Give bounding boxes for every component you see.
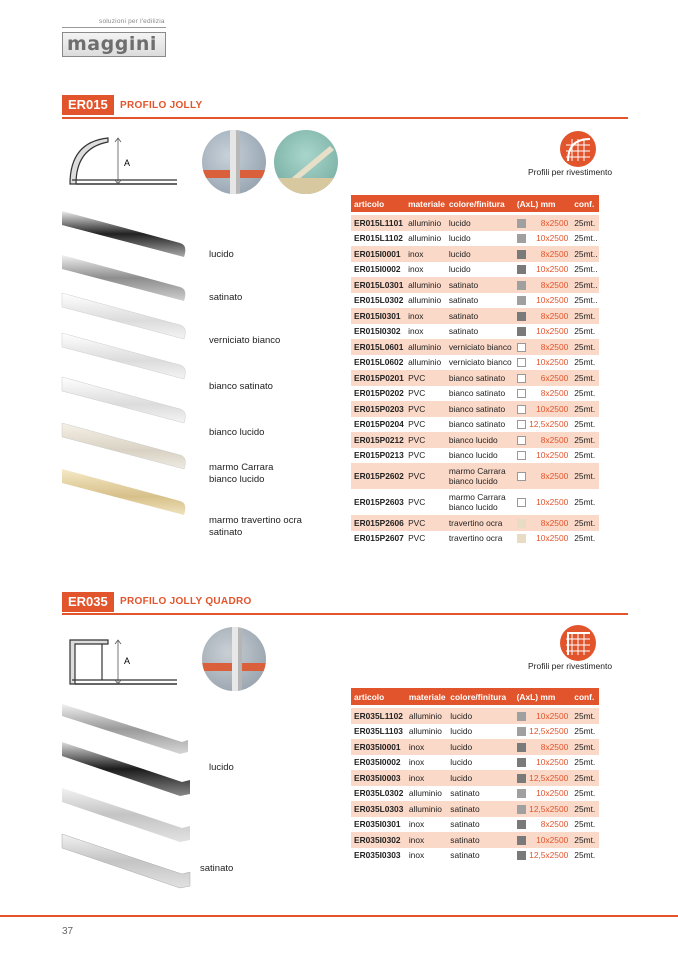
section-code: ER035 <box>62 592 114 612</box>
color-swatch <box>514 215 526 231</box>
badge-label: Profili per rivestimento <box>528 661 613 671</box>
brand-tagline: soluzioni per l'edilizia <box>99 18 165 25</box>
color-swatch <box>514 489 526 515</box>
swatch-cream-icon <box>517 519 526 528</box>
package-cell: 25mt. <box>571 515 599 531</box>
color-swatch <box>514 708 527 724</box>
package-cell: 25mt. <box>574 450 596 461</box>
color-swatch <box>514 231 526 247</box>
dimension-cell: 10x2500 <box>536 295 569 306</box>
finish-cell: satinato <box>446 308 514 324</box>
material-cell: alluminio <box>405 339 446 355</box>
swatch-white-icon <box>517 343 526 352</box>
table-row <box>351 417 599 433</box>
color-swatch <box>514 432 526 448</box>
dimension-cell: 6x2500 <box>526 370 571 386</box>
article-code: ER015L0302 <box>354 295 404 306</box>
column-header: conf. <box>571 688 599 705</box>
table-row <box>351 401 599 417</box>
article-code: ER015L0301 <box>351 277 405 293</box>
material-cell: PVC <box>405 515 446 531</box>
package-cell: 25mt. <box>574 819 596 830</box>
table-row <box>351 832 599 848</box>
finish-cell: satinato <box>447 832 513 848</box>
table-row <box>351 432 599 448</box>
column-header: colore/finitura <box>446 195 514 212</box>
finish-label: bianco lucido <box>209 427 265 438</box>
dimension-cell: 10x2500 <box>526 708 571 724</box>
article-code: ER035I0001 <box>351 739 406 755</box>
finish-label: marmo Carrara bianco lucido <box>209 462 274 485</box>
swatch-white-icon <box>517 498 526 507</box>
color-swatch <box>514 832 527 848</box>
material-cell: inox <box>405 308 446 324</box>
color-swatch <box>514 724 527 740</box>
table-row <box>351 370 599 386</box>
column-header: conf. <box>571 195 599 212</box>
article-code: ER035L0302 <box>354 788 404 799</box>
material-cell: PVC <box>408 497 426 507</box>
dimension-cell: 12,5x2500 <box>529 419 569 430</box>
dimension-cell: 8x2500 <box>526 432 571 448</box>
dimension-cell: 10x2500 <box>536 533 569 544</box>
article-code: ER015L0602 <box>354 357 404 368</box>
swatch-white-icon <box>517 451 526 460</box>
package-cell: 25mt. <box>574 726 596 737</box>
swatch-grey-icon <box>517 820 526 829</box>
swatch-grey-icon <box>517 836 526 845</box>
color-swatch <box>514 308 526 324</box>
material-cell: inox <box>406 832 447 848</box>
table-row <box>351 770 599 786</box>
dimension-cell: 12,5x2500 <box>529 850 569 861</box>
dimension-cell: 8x2500 <box>526 215 571 231</box>
package-cell: 25mt. <box>571 432 599 448</box>
swatch-grey-icon <box>517 250 526 259</box>
material-cell: alluminio <box>408 233 442 244</box>
finish-label: lucido <box>209 762 234 773</box>
dimension-cell: 8x2500 <box>540 819 569 830</box>
dimension-cell: 12,5x2500 <box>526 770 571 786</box>
dimension-cell: 10x2500 <box>536 233 569 244</box>
article-code: ER015I0001 <box>351 246 405 262</box>
finish-cell: satinato <box>450 850 480 861</box>
table-row <box>351 739 599 755</box>
dimension-cell: 8x2500 <box>526 277 571 293</box>
finish-label: bianco satinato <box>209 381 273 392</box>
dimension-label: A <box>124 158 131 168</box>
finish-cell: satinato <box>450 788 480 799</box>
column-header: materiale <box>405 195 446 212</box>
package-cell: 25mt. <box>574 533 596 544</box>
brand-logo <box>62 32 166 57</box>
article-code: ER035L0303 <box>351 801 406 817</box>
table-row <box>351 531 599 547</box>
color-swatch <box>514 448 526 464</box>
material-cell: PVC <box>405 401 446 417</box>
color-swatch <box>514 386 526 402</box>
table-row <box>351 246 599 262</box>
material-cell: inox <box>408 326 424 337</box>
material-cell: inox <box>408 264 424 275</box>
table-row <box>351 339 599 355</box>
color-swatch <box>514 277 526 293</box>
swatch-silver-icon <box>517 296 526 305</box>
swatch-white-icon <box>517 436 526 445</box>
dimension-cell: 8x2500 <box>540 388 569 399</box>
material-cell: PVC <box>405 432 446 448</box>
dimension-cell: 10x2500 <box>536 788 569 799</box>
material-cell: alluminio <box>405 215 446 231</box>
material-cell: inox <box>405 246 446 262</box>
column-header: (AxL) mm <box>514 195 571 212</box>
material-cell: inox <box>406 770 447 786</box>
finish-cell: lucido <box>446 215 514 231</box>
article-code: ER015P0201 <box>351 370 405 386</box>
swatch-silver-icon <box>517 281 526 290</box>
finish-cell: lucido <box>447 770 513 786</box>
package-cell: 25mt. <box>574 757 596 768</box>
dimension-cell: 12,5x2500 <box>526 801 571 817</box>
section-title: PROFILO JOLLY QUADRO <box>120 596 252 607</box>
product-table <box>351 195 599 546</box>
material-cell: inox <box>406 739 447 755</box>
finish-label: satinato <box>200 863 234 874</box>
finish-cell: bianco satinato <box>446 401 514 417</box>
table-row <box>351 448 599 464</box>
package-cell: 25mt.. <box>574 295 598 306</box>
article-code: ER015I0302 <box>354 326 401 337</box>
table-row <box>351 724 599 740</box>
color-swatch <box>514 531 526 547</box>
package-cell: 25mt. <box>574 788 596 799</box>
footer-rule <box>0 915 678 917</box>
swatch-silver-icon <box>517 234 526 243</box>
package-cell: 25mt. <box>574 388 596 399</box>
installation-photo <box>202 130 266 194</box>
color-swatch <box>514 262 526 278</box>
table-row <box>351 293 599 309</box>
swatch-white-icon <box>517 374 526 383</box>
swatch-white-icon <box>517 420 526 429</box>
article-code: ER015I0301 <box>351 308 405 324</box>
color-swatch <box>514 786 527 802</box>
finish-cell: lucido <box>448 233 471 244</box>
article-code: ER015P0203 <box>351 401 405 417</box>
table-row <box>351 355 599 371</box>
column-header: (AxL) mm <box>514 688 572 705</box>
article-code: ER035I0003 <box>351 770 406 786</box>
package-cell: 25mt.. <box>574 264 598 275</box>
product-table <box>351 688 599 863</box>
finish-cell: marmo Carrara bianco lucido <box>446 463 514 489</box>
table-row <box>351 489 599 515</box>
material-cell: PVC <box>408 450 426 461</box>
color-swatch <box>514 463 526 489</box>
article-code: ER015P0213 <box>354 450 404 461</box>
package-cell: 25mt. <box>571 832 599 848</box>
dimension-cell: 12,5x2500 <box>529 726 569 737</box>
package-cell: 25mt. <box>571 370 599 386</box>
finish-label: verniciato bianco <box>209 335 281 346</box>
color-swatch <box>514 801 527 817</box>
page-number: 37 <box>62 926 74 937</box>
swatch-grey-icon <box>517 327 526 336</box>
article-code: ER015P2603 <box>354 497 404 507</box>
column-header: colore/finitura <box>447 688 513 705</box>
dimension-label: A <box>124 656 131 666</box>
article-code: ER015P0212 <box>351 432 405 448</box>
package-cell: 25mt. <box>571 339 599 355</box>
material-cell: PVC <box>405 463 446 489</box>
swatch-silver-icon <box>517 712 526 721</box>
swatch-grey-icon <box>517 265 526 274</box>
material-cell: inox <box>408 819 425 830</box>
table-row <box>351 801 599 817</box>
table-row <box>351 848 599 864</box>
dimension-cell: 10x2500 <box>536 757 569 768</box>
finish-label: satinato <box>209 292 243 303</box>
swatch-white-icon <box>517 389 526 398</box>
swatch-grey-icon <box>517 312 526 321</box>
color-swatch <box>514 817 527 833</box>
finish-cell: travertino ocra <box>446 515 514 531</box>
article-code: ER015P0202 <box>354 388 404 399</box>
dimension-cell: 8x2500 <box>526 739 571 755</box>
material-cell: alluminio <box>406 708 447 724</box>
dimension-cell: 10x2500 <box>536 326 569 337</box>
column-header: articolo <box>351 688 406 705</box>
material-cell: alluminio <box>408 295 442 306</box>
color-swatch <box>514 293 526 309</box>
article-code: ER015L0601 <box>351 339 405 355</box>
dimension-cell: 8x2500 <box>526 246 571 262</box>
color-swatch <box>514 246 526 262</box>
color-swatch <box>514 770 527 786</box>
article-code: ER035I0002 <box>354 757 401 768</box>
color-swatch <box>514 339 526 355</box>
finish-cell: verniciato bianco <box>446 339 514 355</box>
finish-cell: lucido <box>446 246 514 262</box>
swatch-grey-icon <box>517 774 526 783</box>
swatch-silver-icon <box>517 219 526 228</box>
table-row <box>351 463 599 489</box>
swatch-grey-icon <box>517 758 526 767</box>
color-swatch <box>514 755 527 771</box>
package-cell: 25mt. <box>571 708 599 724</box>
profile-samples-image <box>60 205 205 545</box>
column-header: articolo <box>351 195 405 212</box>
article-code: ER035I0301 <box>354 819 401 830</box>
finish-cell: satinato <box>448 326 479 337</box>
material-cell: PVC <box>408 419 426 430</box>
article-code: ER015I0002 <box>354 264 401 275</box>
swatch-silver-icon <box>517 727 526 736</box>
dimension-cell: 10x2500 <box>536 450 569 461</box>
article-code: ER015L1101 <box>351 215 405 231</box>
table-row <box>351 231 599 247</box>
dimension-cell: 10x2500 <box>536 497 569 507</box>
swatch-white-icon <box>517 472 526 481</box>
tile-profile-icon <box>560 131 596 167</box>
finish-cell: bianco satinato <box>446 370 514 386</box>
swatch-white-icon <box>517 405 526 414</box>
finish-cell: satinato <box>446 277 514 293</box>
package-cell: 25mt. <box>571 739 599 755</box>
color-swatch <box>514 417 526 433</box>
finish-cell: satinato <box>450 819 480 830</box>
package-cell: 25mt. <box>571 215 599 231</box>
badge-label: Profili per rivestimento <box>528 167 613 177</box>
tile-profile-icon <box>560 625 596 661</box>
color-swatch <box>514 515 526 531</box>
article-code: ER035I0302 <box>351 832 406 848</box>
table-row <box>351 386 599 402</box>
color-swatch <box>514 848 527 864</box>
package-cell: 25mt.. <box>574 233 598 244</box>
profile-section-drawing <box>62 130 182 190</box>
package-cell: 25mt. <box>571 770 599 786</box>
swatch-silver-icon <box>517 805 526 814</box>
finish-cell: marmo Carrara bianco lucido <box>448 492 506 512</box>
color-swatch <box>514 355 526 371</box>
column-header: materiale <box>406 688 447 705</box>
color-swatch <box>514 739 527 755</box>
package-cell: 25mt. <box>574 326 596 337</box>
section-rule <box>62 613 628 615</box>
swatch-grey-icon <box>517 743 526 752</box>
article-code: ER015L1102 <box>354 233 403 244</box>
finish-cell: bianco satinato <box>448 388 506 399</box>
table-row <box>351 755 599 771</box>
brand-name: maggini <box>67 33 157 55</box>
dimension-cell: 10x2500 <box>526 832 571 848</box>
dimension-cell: 10x2500 <box>526 401 571 417</box>
dimension-cell: 10x2500 <box>536 264 569 275</box>
material-cell: alluminio <box>408 788 442 799</box>
dimension-cell: 8x2500 <box>526 463 571 489</box>
article-code: ER015P2606 <box>351 515 405 531</box>
package-cell: 25mt. <box>571 308 599 324</box>
swatch-grey-icon <box>517 851 526 860</box>
section-title: PROFILO JOLLY <box>120 100 203 111</box>
material-cell: PVC <box>405 370 446 386</box>
swatch-silver-icon <box>517 789 526 798</box>
package-cell: 25mt. <box>571 463 599 489</box>
material-cell: inox <box>408 850 425 861</box>
package-cell: 25mt. <box>571 401 599 417</box>
color-swatch <box>514 401 526 417</box>
material-cell: alluminio <box>405 277 446 293</box>
finish-cell: travertino ocra <box>448 533 503 544</box>
article-code: ER015P0204 <box>354 419 404 430</box>
dimension-cell: 8x2500 <box>526 515 571 531</box>
finish-cell: lucido <box>447 708 513 724</box>
table-header-row <box>351 688 599 705</box>
finish-cell: satinato <box>448 295 479 306</box>
table-row <box>351 277 599 293</box>
article-code: ER015P2607 <box>354 533 404 544</box>
table-row <box>351 324 599 340</box>
package-cell: 25mt. <box>571 801 599 817</box>
table-row <box>351 515 599 531</box>
finish-cell: bianco lucido <box>446 432 514 448</box>
profile-section-drawing <box>62 630 182 690</box>
article-code: ER015P2602 <box>351 463 405 489</box>
package-cell: 25mt. <box>574 497 596 507</box>
material-cell: PVC <box>408 388 426 399</box>
profile-samples-image <box>58 700 198 910</box>
package-cell: 25mt.. <box>571 277 599 293</box>
table-row <box>351 786 599 802</box>
table-row <box>351 262 599 278</box>
logo-rule <box>62 27 166 28</box>
installation-photo <box>274 130 338 194</box>
finish-cell: bianco lucido <box>448 450 498 461</box>
material-cell: alluminio <box>408 726 442 737</box>
material-cell: alluminio <box>408 357 442 368</box>
package-cell: 25mt.. <box>571 246 599 262</box>
section-rule <box>62 117 628 119</box>
finish-cell: lucido <box>450 757 473 768</box>
section-code: ER015 <box>62 95 114 115</box>
finish-cell: lucido <box>448 264 471 275</box>
swatch-white-icon <box>517 358 526 367</box>
installation-photo <box>202 627 266 691</box>
finish-cell: verniciato bianco <box>448 357 512 368</box>
article-code: ER035L1103 <box>354 726 403 737</box>
table-row <box>351 708 599 724</box>
finish-cell: satinato <box>447 801 513 817</box>
dimension-cell: 8x2500 <box>526 339 571 355</box>
finish-cell: lucido <box>447 739 513 755</box>
finish-cell: lucido <box>450 726 473 737</box>
swatch-cream-icon <box>517 534 526 543</box>
dimension-cell: 8x2500 <box>526 308 571 324</box>
material-cell: alluminio <box>406 801 447 817</box>
finish-label: lucido <box>209 249 234 260</box>
material-cell: inox <box>408 757 425 768</box>
article-code: ER035L1102 <box>351 708 406 724</box>
table-row <box>351 215 599 231</box>
article-code: ER035I0303 <box>354 850 401 861</box>
package-cell: 25mt. <box>574 357 596 368</box>
dimension-cell: 10x2500 <box>536 357 569 368</box>
finish-cell: bianco satinato <box>448 419 506 430</box>
color-swatch <box>514 324 526 340</box>
table-row <box>351 308 599 324</box>
material-cell: PVC <box>408 533 426 544</box>
finish-label: marmo travertino ocra satinato <box>209 515 302 538</box>
package-cell: 25mt. <box>574 850 596 861</box>
table-row <box>351 817 599 833</box>
table-header-row <box>351 195 599 212</box>
color-swatch <box>514 370 526 386</box>
package-cell: 25mt. <box>574 419 596 430</box>
